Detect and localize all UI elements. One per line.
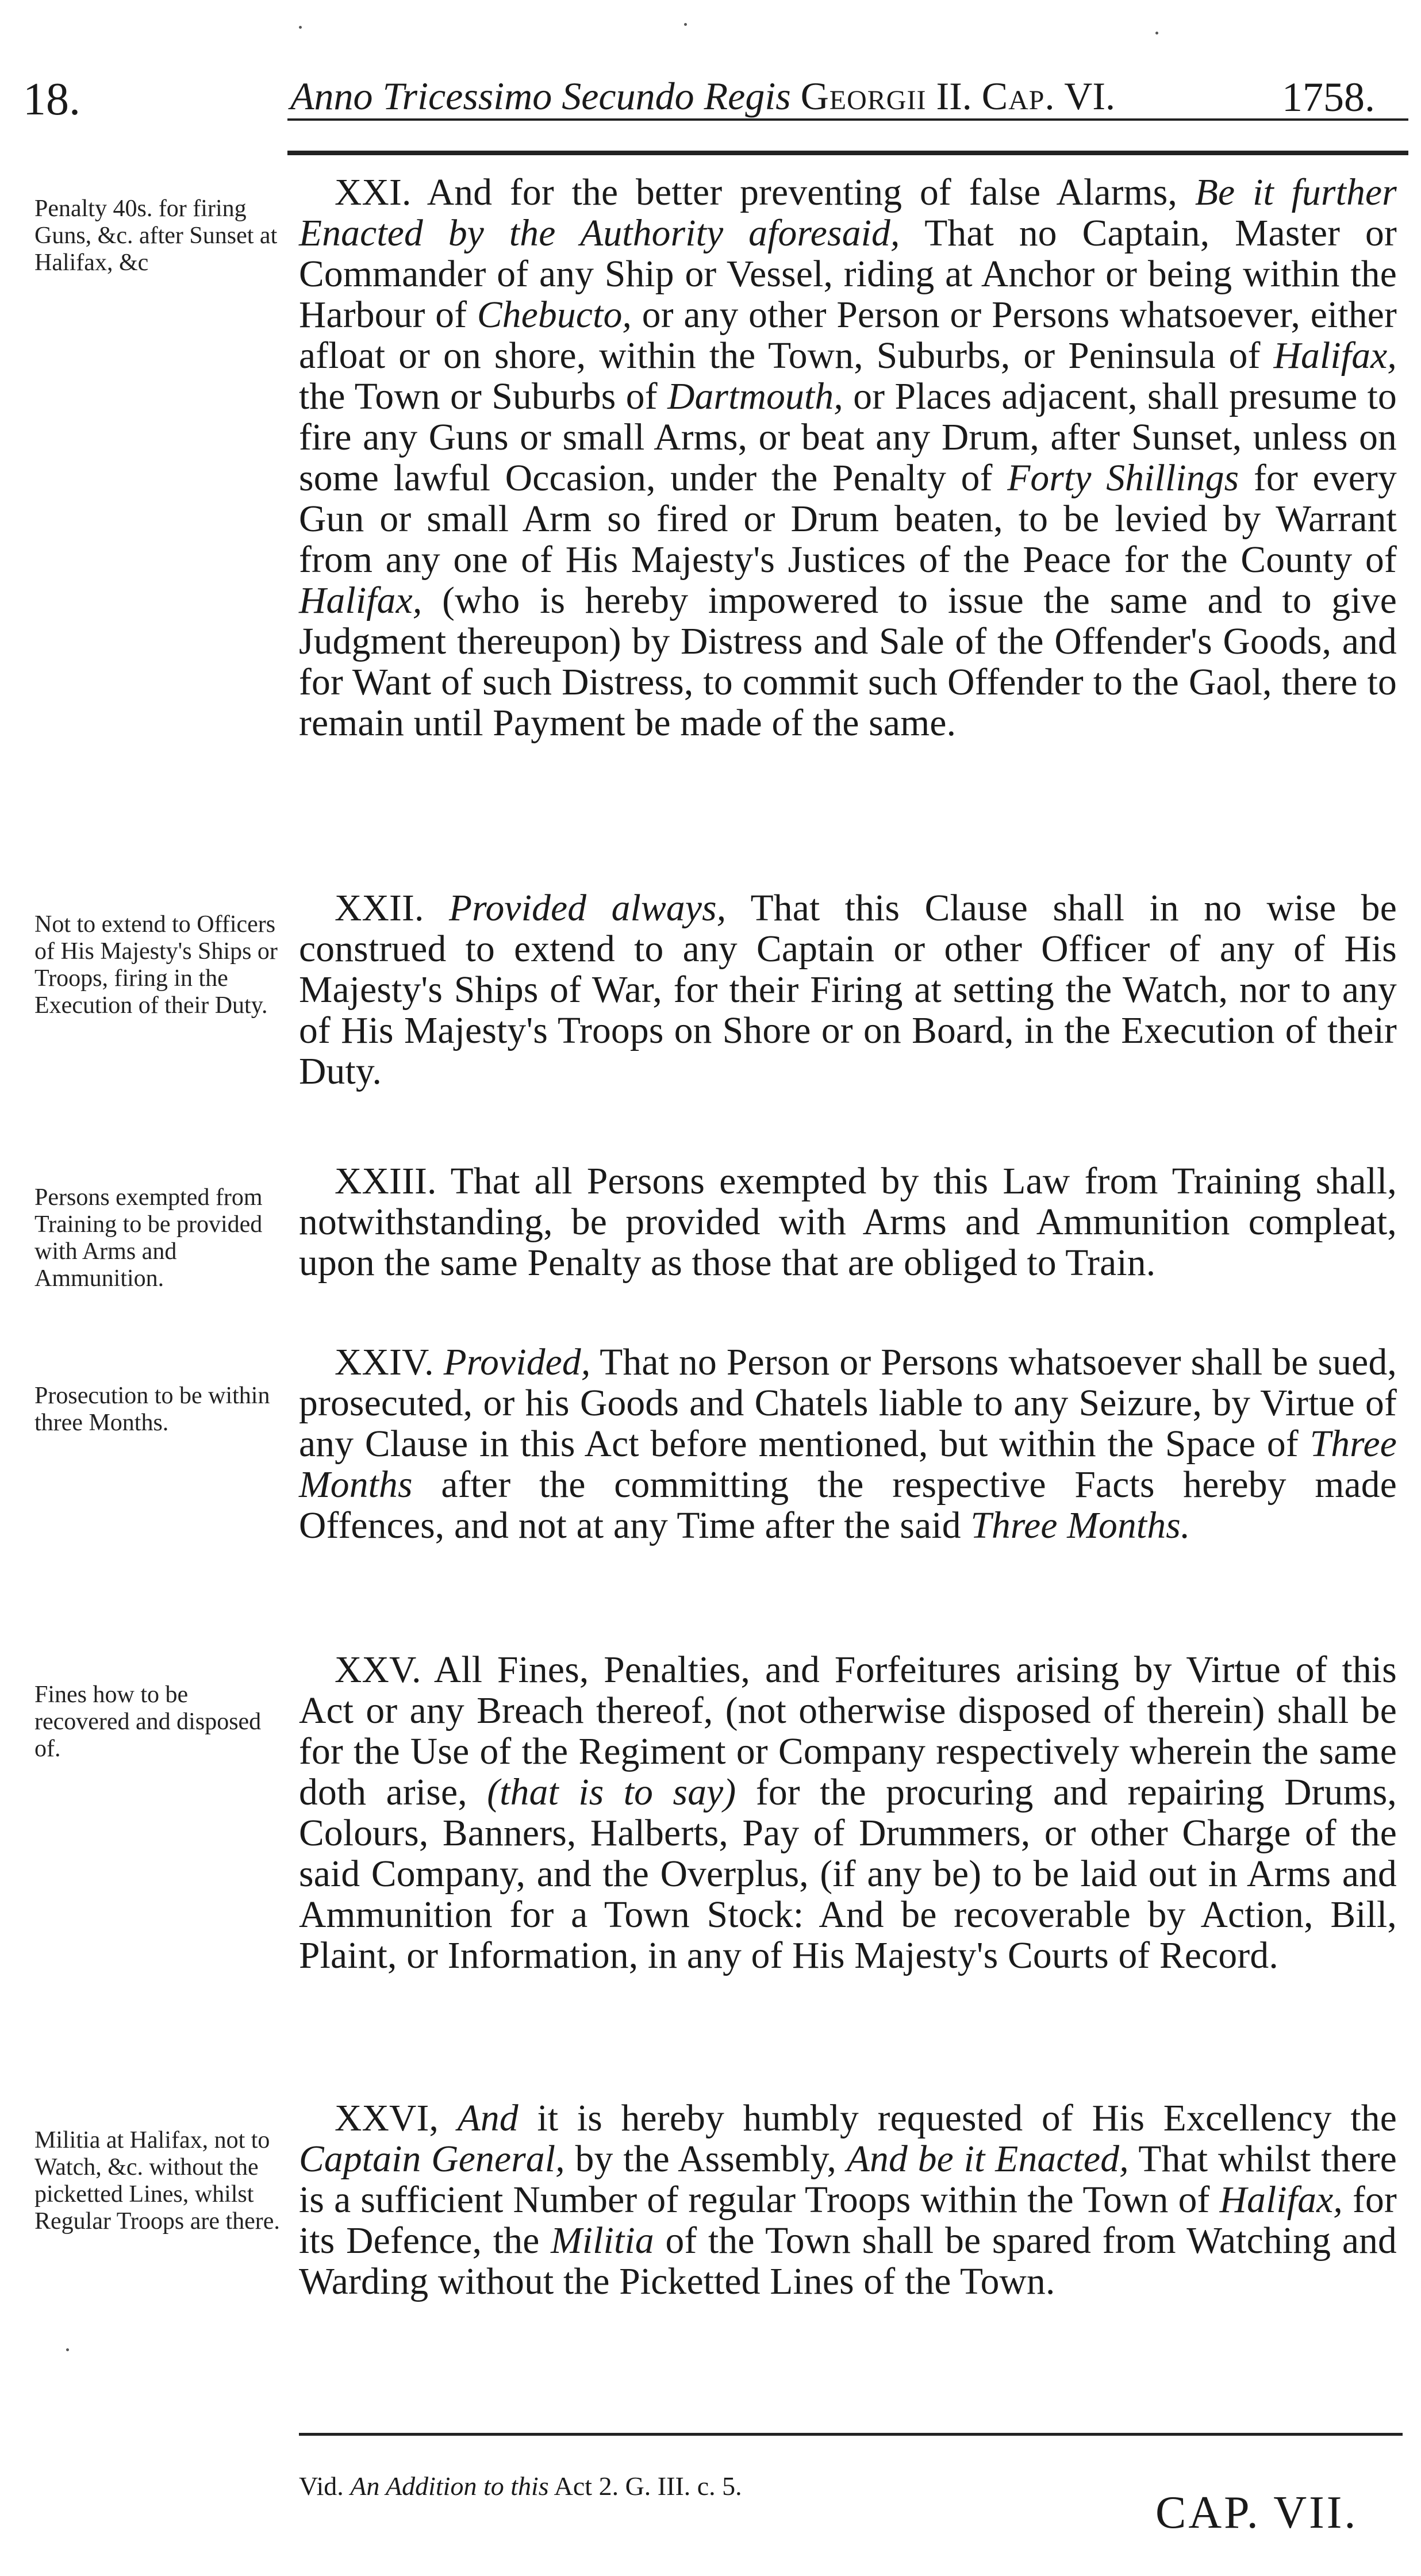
text: That whilst there is a sufficient Number of regular Troops within the Town of bbox=[299, 2139, 1397, 2221]
footnote-lead: Vid. bbox=[299, 2471, 344, 2501]
margin-note-23: Persons exempted from Training to be provided with Arms and Ammunition. bbox=[34, 1184, 263, 1292]
text: for every Gun or small Arm so fired or Drum beaten, to be levied by Warrant from any one of His Majesty's Justices of the Peace for the County of bbox=[299, 458, 1397, 581]
time-limit: Three Months. bbox=[970, 1505, 1190, 1546]
place-name: Dartmouth, bbox=[667, 376, 843, 417]
text: And for the better preventing of false Alarms, bbox=[427, 172, 1178, 213]
catchword: CAP. VII. bbox=[1155, 2487, 1358, 2538]
section-xxii bbox=[299, 888, 1397, 1092]
margin-note-25: Fines how to be recovered and disposed of. bbox=[34, 1681, 262, 1762]
proviso: Provided always, bbox=[449, 888, 727, 929]
text: And bbox=[457, 2098, 519, 2139]
place-name: Chebucto, bbox=[477, 294, 632, 336]
text: for its Defence, the bbox=[299, 2179, 1397, 2262]
margin-note-21: Penalty 40s. for firing Guns, &c. after Sunset at Halifax, &c bbox=[34, 195, 278, 276]
section-xxvi bbox=[299, 2098, 1397, 2302]
text: the Town or Suburbs of bbox=[299, 376, 658, 417]
header-rule-thick bbox=[287, 151, 1408, 155]
place-name: Halifax, bbox=[1273, 335, 1397, 377]
margin-note-22: Not to extend to Officers of His Majesty's Ships or Troops, firing in the Execution of their Duty. bbox=[34, 911, 278, 1019]
text: after the committing the respective Facts hereby made Offences, and not at any Time after the said bbox=[299, 1464, 1397, 1546]
enacting-formula: And be it Enacted, bbox=[846, 2139, 1129, 2180]
section-xxiii bbox=[299, 1161, 1397, 1284]
penalty-amount: Forty Shillings bbox=[1007, 458, 1239, 499]
enacting-formula: Be it further Enacted by the Authority aforesaid, bbox=[299, 172, 1397, 254]
print-speck bbox=[684, 23, 687, 26]
margin-note-24: Prosecution to be within three Months. bbox=[34, 1383, 270, 1436]
that-is-to-say: (that is to say) bbox=[487, 1772, 736, 1813]
year: 1758. bbox=[1282, 74, 1375, 120]
footer-rule bbox=[299, 2433, 1403, 2436]
print-speck bbox=[66, 2348, 69, 2351]
running-header bbox=[0, 62, 1421, 125]
section-number: XXI. bbox=[335, 172, 412, 213]
text: by the Assembly, bbox=[575, 2139, 837, 2180]
running-title bbox=[290, 74, 1115, 119]
section-number: XXII. bbox=[335, 888, 424, 929]
section-number: XXIII. bbox=[335, 1161, 437, 1202]
place-name: Halifax, bbox=[1219, 2179, 1343, 2221]
page-number: 18. bbox=[23, 74, 80, 125]
running-title-king: Georgii bbox=[800, 74, 927, 118]
time-limit: Three Months bbox=[299, 1423, 1397, 1506]
section-xxv bbox=[299, 1650, 1397, 1976]
text: of the Town shall be spared from Watching and Warding without the Picketted Lines of the Town. bbox=[299, 2220, 1397, 2302]
text: for the procuring and repairing Drums, Colours, Banners, Halberts, Pay of Drummers, or other Charge of the said Company, and the Overplus, (if any be) to be laid out in Arms and Ammunition for a Town Stock: And be recoverable by Action, Bill, Plaint, or Information, in any of His Majesty's Courts of Record. bbox=[299, 1772, 1397, 1976]
running-title-cap: Cap. bbox=[981, 74, 1055, 118]
section-number: XXIV. bbox=[335, 1342, 434, 1383]
footnote bbox=[299, 2471, 742, 2501]
text: That no Person or Persons whatsoever shall be sued, prosecuted, or his Goods and Chatels liable to any Seizure, by Virtue of any Clause in this Act before mentioned, but within the Space of bbox=[299, 1342, 1397, 1465]
text: All Fines, Penalties, and Forfeitures arising by Virtue of this Act or any Breach thereof, (not otherwise disposed of therein) shall be for the Use of the Regiment or Company respectively wherein the same doth arise, bbox=[299, 1649, 1397, 1813]
running-title-regnal: II. bbox=[936, 74, 972, 118]
section-number: XXV. bbox=[335, 1649, 421, 1691]
section-xxi bbox=[299, 172, 1397, 744]
section-number: XXVI, bbox=[335, 2098, 439, 2139]
running-title-chapter: VI. bbox=[1064, 74, 1115, 118]
running-title-anno: Anno Tricessimo Secundo Regis bbox=[290, 74, 791, 118]
print-speck bbox=[299, 26, 302, 29]
section-xxiv bbox=[299, 1342, 1397, 1546]
text: (who is hereby impowered to issue the same and to give Judgment thereupon) by Distress and Sale of the Offender's Goods, and for Want of such Distress, to commit such Offender to the Gaol, there to remain until Payment be made of the same. bbox=[299, 580, 1397, 744]
text: or any other Person or Persons whatsoever, either afloat or on shore, within the Town, Suburbs, or Peninsula of bbox=[299, 294, 1397, 377]
text: That this Clause shall in no wise be construed to extend to any Captain or other Officer of any of His Majesty's Ships of War, for their Firing at setting the Watch, nor to any of His Majesty's Troops on Shore or on Board, in the Execution of their Duty. bbox=[299, 888, 1397, 1092]
text: That no Captain, Master or Commander of any Ship or Vessel, riding at Anchor or being within the Harbour of bbox=[299, 213, 1397, 336]
place-name: Halifax, bbox=[299, 580, 423, 621]
militia-term: Militia bbox=[551, 2220, 654, 2262]
text: it is hereby humbly requested of His Excellency the bbox=[537, 2098, 1397, 2139]
header-rule bbox=[287, 118, 1408, 121]
office-title: Captain General, bbox=[299, 2139, 565, 2180]
footnote-italic: An Addition to this bbox=[350, 2471, 549, 2501]
print-speck bbox=[1155, 32, 1158, 34]
text: That all Persons exempted by this Law from Training shall, notwithstanding, be provided with Arms and Ammunition compleat, upon the same Penalty as those that are obliged to Train. bbox=[299, 1161, 1397, 1284]
footnote-reference: Act 2. G. III. c. 5. bbox=[554, 2471, 742, 2501]
proviso: Provided, bbox=[443, 1342, 591, 1383]
text: or Places adjacent, shall presume to fire any Guns or small Arms, or beat any Drum, after Sunset, unless on some lawful Occasion, under the Penalty of bbox=[299, 376, 1397, 499]
margin-note-26: Militia at Halifax, not to Watch, &c. without the picketted Lines, whilst Regular Troops are there. bbox=[34, 2127, 280, 2235]
